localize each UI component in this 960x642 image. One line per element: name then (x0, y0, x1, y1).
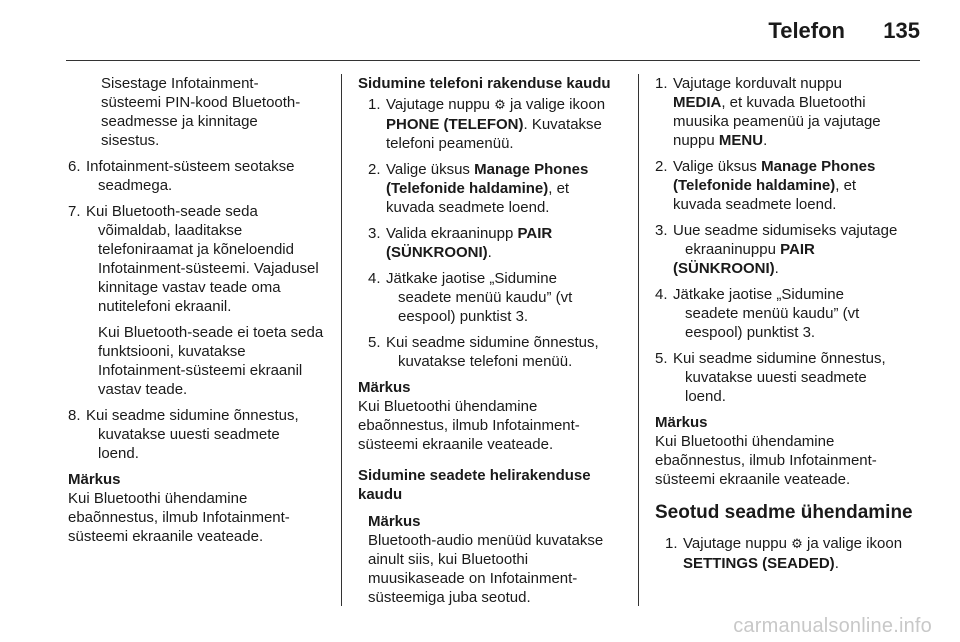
list-item (665, 534, 921, 573)
text-line: Vajutage korduvalt nuppu (673, 75, 843, 92)
text-fragment: Valida ekraaninupp (386, 225, 514, 242)
text-line: kinnitage vastav teade oma (98, 279, 281, 296)
text-line: nutitelefoni ekraanil. (98, 298, 232, 315)
gear-icon: ⚙ (791, 537, 803, 552)
text-line: kuvatakse uuesti seadmete (685, 369, 867, 386)
list-number: 2. (655, 158, 668, 175)
text-line: kuvatakse uuesti seadmete (98, 426, 280, 443)
text-line: Jätkake jaotise „Sidumine (673, 286, 844, 303)
text-line: seadmega. (98, 177, 173, 194)
text-line: ebaõnnestus, ilmub Infotainment- (358, 417, 580, 434)
note-text (655, 432, 921, 489)
text-line (683, 534, 921, 554)
text-fragment: . (834, 555, 839, 572)
list-number: 2. (368, 161, 381, 178)
ui-label: SETTINGS (SEADED) (683, 555, 835, 572)
text-fragment: . (774, 260, 779, 277)
page-title: Telefon (768, 18, 845, 43)
list-number: 5. (368, 334, 381, 351)
list-item (655, 349, 921, 406)
ui-label: PAIR (780, 241, 815, 258)
page-number: 135 (883, 18, 920, 43)
note-text (368, 531, 626, 607)
list-item (68, 406, 330, 463)
list-number: 4. (655, 286, 668, 303)
list-item (68, 157, 330, 195)
list-number: 5. (655, 350, 668, 367)
column-1 (68, 74, 330, 558)
text-fragment: Valige üksus (386, 161, 470, 178)
text-line: Kui seadme sidumine õnnestus, (86, 407, 299, 424)
text-line (673, 259, 921, 278)
text-fragment: . (487, 244, 492, 261)
list-item (368, 160, 626, 217)
text-line (386, 179, 626, 198)
text-line (673, 240, 921, 259)
text-fragment: . Kuvatakse (523, 116, 602, 133)
text-line: võimaldab, laaditakse (98, 222, 243, 239)
text-line: kuvada seadmete loend. (673, 196, 837, 213)
text-line: Sidumine seadete helirakenduse (358, 467, 591, 484)
list-number: 3. (368, 225, 381, 242)
text-line (386, 160, 626, 179)
text-line: kaudu (358, 486, 403, 503)
list-number: 8. (68, 407, 81, 424)
text-line: Kui Bluetooth-seade ei toeta seda (98, 324, 324, 341)
text-line: loend. (685, 388, 726, 405)
column-3 (655, 74, 921, 580)
note-heading: Märkus (358, 379, 411, 396)
text-line: ebaõnnestus, ilmub Infotainment- (655, 452, 877, 469)
list-number: 6. (68, 158, 81, 175)
text-fragment: , et (548, 180, 570, 197)
text-line: ebaõnnestus, ilmub Infotainment- (68, 509, 290, 526)
text-line (386, 243, 626, 262)
list-item (368, 95, 626, 153)
list-number: 1. (665, 535, 678, 552)
text-line: Kui seadme sidumine õnnestus, (673, 350, 886, 367)
text-line (683, 554, 921, 573)
section-heading (358, 466, 626, 504)
list-item (368, 269, 626, 326)
text-line: Infotainment-süsteem seotakse (86, 158, 295, 175)
text-line: eespool) punktist 3. (398, 308, 529, 325)
ui-label: (Telefonide haldamine) (386, 180, 549, 197)
text-fragment: ekraaninuppu (685, 241, 776, 258)
text-fragment: nuppu (673, 132, 715, 149)
note-heading: Märkus (655, 414, 708, 431)
header-rule (66, 60, 920, 61)
text-line: süsteemi ekraanile veateade. (358, 436, 554, 453)
text-line: kuvada seadmete loend. (386, 199, 550, 216)
text-line: eespool) punktist 3. (685, 324, 816, 341)
text-line: seadete menüü kaudu” (vt (398, 289, 573, 306)
text-line: muusikaseade on Infotainment- (368, 570, 578, 587)
watermark: carmanualsonline.info (733, 615, 932, 637)
text-fragment: ja valige ikoon (509, 96, 606, 113)
text-line: Kui Bluetooth-seade seda (86, 203, 258, 220)
list-number: 7. (68, 203, 81, 220)
step-continuation (68, 74, 330, 150)
section-heading: Seotud seadme ühendamine (655, 502, 913, 523)
text-line: seadmesse ja kinnitage (101, 113, 258, 130)
list-item (368, 224, 626, 262)
text-line: Kui seadme sidumine õnnestus, (386, 334, 599, 351)
text-line: kuvatakse telefoni menüü. (398, 353, 573, 370)
text-line: ainult siis, kui Bluetoothi (368, 551, 529, 568)
text-line (673, 131, 921, 150)
ui-label: PHONE (TELEFON) (386, 116, 524, 133)
text-fragment: , et (835, 177, 857, 194)
list-item (655, 285, 921, 342)
text-line (673, 157, 921, 176)
text-fragment: ja valige ikoon (806, 535, 903, 552)
column-2 (358, 74, 626, 619)
text-line: Bluetooth-audio menüüd kuvatakse (368, 532, 604, 549)
ui-label: MENU (718, 132, 764, 149)
list-number: 1. (655, 75, 668, 92)
list-item (368, 333, 626, 371)
list-number: 3. (655, 222, 668, 239)
text-line (386, 224, 626, 243)
ui-label: PAIR (517, 225, 553, 242)
list-item (655, 74, 921, 150)
gear-icon: ⚙ (494, 98, 506, 113)
text-line: Sisestage Infotainment- (101, 75, 259, 92)
text-line: loend. (98, 445, 139, 462)
list-item (68, 202, 330, 399)
note-heading: Märkus (368, 513, 421, 530)
ui-label: Manage Phones (474, 161, 589, 178)
text-line (386, 95, 626, 115)
text-line: süsteemiga juba seotud. (368, 589, 531, 606)
text-line (673, 176, 921, 195)
note-text (68, 489, 330, 546)
ui-label: (Telefonide haldamine) (673, 177, 836, 194)
text-line: telefoniraamat ja kõneloendid (98, 241, 294, 258)
text-line: Infotainment-süsteemi. Vajadusel (98, 260, 319, 277)
text-fragment: Vajutage nuppu (386, 96, 490, 113)
text-fragment: . (763, 132, 768, 149)
text-line: Kui Bluetoothi ühendamine (358, 398, 538, 415)
list-number: 4. (368, 270, 381, 287)
text-fragment: Valige üksus (673, 158, 757, 175)
text-line: Infotainment-süsteemi ekraanil (98, 362, 303, 379)
section-heading: Sidumine telefoni rakenduse kaudu (358, 75, 611, 92)
text-line: Kui Bluetoothi ühendamine (68, 490, 248, 507)
text-line: sisestus. (101, 132, 160, 149)
ui-label: (SÜNKROONI) (386, 244, 488, 261)
text-line: funktsiooni, kuvatakse (98, 343, 246, 360)
text-line: süsteemi PIN-kood Bluetooth- (101, 94, 301, 111)
text-fragment: Vajutage nuppu (683, 535, 787, 552)
text-line: muusika peamenüü ja vajutage (673, 113, 881, 130)
ui-label: MEDIA (673, 94, 722, 111)
text-line: seadete menüü kaudu” (vt (685, 305, 860, 322)
column-divider (638, 74, 639, 606)
text-line (673, 93, 921, 112)
text-fragment: , et kuvada Bluetoothi (721, 94, 866, 111)
text-line (386, 115, 626, 134)
note-heading: Märkus (68, 471, 121, 488)
list-item (655, 157, 921, 214)
text-line: Uue seadme sidumiseks vajutage (673, 222, 898, 239)
list-item (655, 221, 921, 278)
text-line: süsteemi ekraanile veateade. (68, 528, 264, 545)
note-text (358, 397, 626, 454)
text-line: telefoni peamenüü. (386, 135, 514, 152)
column-divider (341, 74, 342, 606)
ui-label: Manage Phones (761, 158, 876, 175)
list-number: 1. (368, 96, 381, 113)
text-line: Jätkake jaotise „Sidumine (386, 270, 557, 287)
text-line: Kui Bluetoothi ühendamine (655, 433, 835, 450)
text-line: vastav teade. (98, 381, 188, 398)
text-line: süsteemi ekraanile veateade. (655, 471, 851, 488)
page-header (0, 0, 960, 62)
ui-label: (SÜNKROONI) (673, 260, 775, 277)
